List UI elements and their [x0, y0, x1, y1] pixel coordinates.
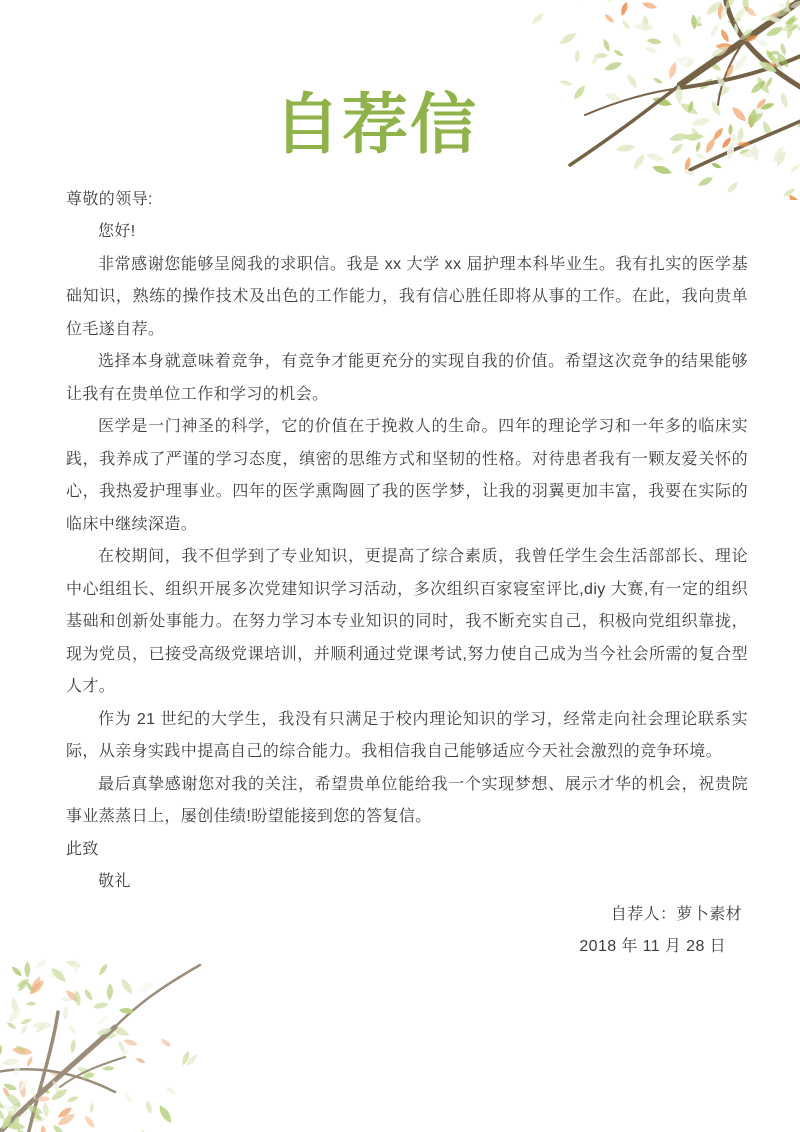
paragraph-3: 医学是一门神圣的科学，它的价值在于挽救人的生命。四年的理论学习和一年多的临床实践，我养成了严谨的学习态度，缜密的思维方式和坚韧的性格。对待患者我有一颗友爱关怀的心，我热爱护理事业。四年的医学熏陶圆了我的医学梦，让我的羽翼更加丰富，我要在实际的临床中继续深造。 [66, 418, 748, 533]
branches-bottom-left [0, 965, 200, 1132]
paragraph-1: 非常感谢您能够呈阅我的求职信。我是 xx 大学 xx 届护理本科毕业生。我有扎实的医学基础知识，熟练的操作技术及出色的工作能力，我有信心胜任即将从事的工作。在此，我向贵单位毛遂自荐。 [66, 255, 748, 338]
closing-jingli: 敬礼 [98, 873, 131, 891]
closing-cizhi: 此致 [66, 840, 99, 858]
paragraph-6: 最后真挚感谢您对我的关注，希望贵单位能给我一个实现梦想、展示才华的机会，祝贵院事业蒸蒸日上，屡创佳绩!盼望能接到您的答复信。 [66, 775, 748, 826]
paragraph-4: 在校期间，我不但学到了专业知识，更提高了综合素质，我曾任学生会生活部部长、理论中心组组长、组织开展多次党建知识学习活动，多次组织百家寝室评比,diy 大赛,有一定的组织基础和创新处事能力。在努力学习本专业知识的同时，我不断充实自己，积极向党组织靠拢，现为党员，已接受高级党课培训，并顺利通过党课考试,努力使自己成为当今社会所需的复合型人才。 [66, 548, 748, 696]
leaves-layer-front [0, 958, 199, 1132]
signature: 自荐人：萝卜素材 [610, 905, 742, 923]
letter-body [0, 184, 800, 964]
date: 2018 年 11 月 28 日 [579, 938, 726, 956]
paragraph-2: 选择本身就意味着竞争，有竞争才能更充分的实现自我的价值。希望这次竞争的结果能够让我有在贵单位工作和学习的机会。 [66, 353, 748, 403]
page-title: 自荐信 [274, 87, 478, 161]
paragraph-5: 作为 21 世纪的大学生，我没有只满足于校内理论知识的学习，经常走向社会理论联系实际，从亲身实践中提高自己的综合能力。我相信我自己能够适应今天社会激烈的竞争环境。 [66, 710, 748, 761]
leaves-layer-back [0, 959, 174, 1132]
greeting: 您好! [98, 223, 136, 241]
tree-branch-decoration-bottom-left [0, 957, 240, 1132]
salutation: 尊敬的领导: [66, 190, 153, 208]
